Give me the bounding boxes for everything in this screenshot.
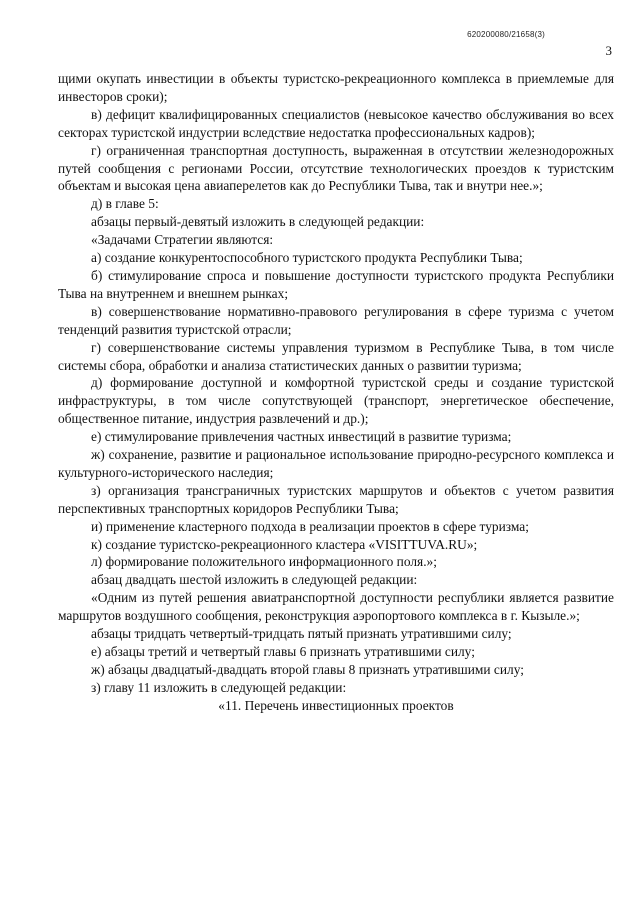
task-item-d: д) формирование доступной и комфортной туристской среды и создание туристской инфраструктуры, в том числе сопутствующей (транспорт, энергетическое обеспечение, общественное питание, индустрия развлечений и др.); [58,375,614,427]
task-item-a: а) создание конкурентоспособного туристского продукта Республики Тыва; [91,250,523,266]
paragraph-item-e-chapter6: е) абзацы третий и четвертый главы 6 признать утратившими силу; [91,644,475,659]
paragraph-item-d-chapter5: д) в главе 5: [91,196,159,212]
paragraph-item-g: г) ограниченная транспортная доступность, выраженная в отсутствии железнодорожных путей сообщения с регионами России, отсутствие технологических проездов к туристским объектам и высокая цена авиаперелетов как до Республики Тыва, так и внутри нее.»; [58,142,614,194]
paragraph-item-z-chapter11: з) главу 11 изложить в следующей редакции: [91,679,347,695]
task-item-v: в) совершенствование нормативно-правового регулирования в сфере туризма с учетом тенденций развития туристской отрасли; [58,303,614,337]
paragraph-instruction: абзацы первый-девятый изложить в следующей редакции: [91,214,425,230]
paragraph-item-zh-chapter8: ж) абзацы двадцатый-двадцать второй главы 8 признать утратившими силу; [91,661,524,677]
document-id: 620200080/21658(3) [467,30,545,39]
paragraph-instruction-26: абзац двадцать шестой изложить в следующей редакции: [91,572,418,588]
task-item-b: б) стимулирование спроса и повышение доступности туристского продукта Республики Тыва на внутреннем и внешнем рынках; [58,267,614,301]
document-body [58,70,614,715]
task-item-z: з) организация трансграничных туристских маршрутов и объектов с учетом развития перспективных транспортных коридоров Республики Тыва; [58,482,614,516]
page-number: 3 [605,43,612,58]
paragraph-continuation: щими окупать инвестиции в объекты туристско-рекреационного комплекса в приемлемые для инвесторов сроки); [58,71,614,104]
paragraph-quote-air-transport: «Одним из путей решения авиатранспортной доступности республики является развитие маршрутов воздушного сообщения, реконструкция аэропортового комплекса в г. Кызыле.»; [58,590,614,624]
paragraph-tasks-intro: «Задачами Стратегии являются: [91,232,274,248]
chapter-11-heading: «11. Перечень инвестиционных проектов [218,697,454,713]
task-item-g: г) совершенствование системы управления туризмом в Республике Тыва, в том числе системы сбора, обработки и анализа статистических данных о развитии туризма; [58,339,614,373]
paragraph-repeal-34-35: абзацы тридцать четвертый-тридцать пятый признать утратившими силу; [91,626,512,642]
task-item-e: е) стимулирование привлечения частных инвестиций в развитие туризма; [91,429,512,445]
task-item-i: и) применение кластерного подхода в реализации проектов в сфере туризма; [91,518,529,534]
task-item-l: л) формирование положительного информационного поля.»; [91,554,437,570]
task-item-k: к) создание туристско-рекреационного кластера «VISITTUVA.RU»; [91,536,478,552]
task-item-zh: ж) сохранение, развитие и рациональное использование природно-ресурсного комплекса и культурного-исторического наследия; [58,447,614,480]
paragraph-item-v: в) дефицит квалифицированных специалистов (невысокое качество обслуживания во всех секторах туристской индустрии вследствие недостатка профессиональных кадров); [58,106,614,140]
